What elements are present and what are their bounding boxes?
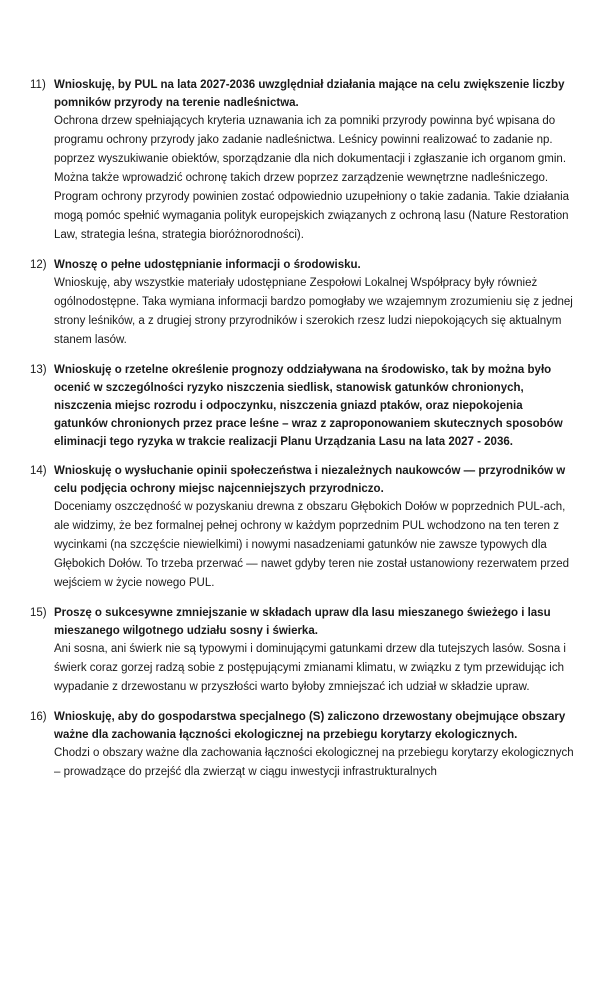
item-heading: Wnioskuję o rzetelne określenie prognozy oddziaływana na środowisko, tak by można było ocenić w szczególności ryzyko niszczenia siedlisk, stanowisk gatunków chronionych, niszczenia miejsc rozrodu i odpoczynku, niszczenia gniazd ptaków, oraz niepokojenia gatunków chronionych przez prace leśne – wraz z zaproponowaniem skutecznych sposobów eliminacji tego ryzyka w trakcie realizacji Planu Urządzania Lasu na lata 2027 - 2036. bbox=[54, 364, 563, 448]
item-number: 11) bbox=[30, 79, 46, 91]
item-body: Ochrona drzew spełniających kryteria uznawania ich za pomniki przyrody powinna być wpisana do programu ochrony przyrody jako zadanie nadleśnictwa. Leśnicy powinni realizować to zadanie np. poprzez wyszukiwanie obiektów, sporządzanie dla nich dokumentacji i zgłaszanie ich organom gmin. Można także wprowadzić ochronę takich drzew poprzez zarządzenie wewnętrzne nadleśniczego. Program ochrony przyrody powinien zostać odpowiednio uzupełniony o takie zadania. Takie działania mogą pomóc spełnić wymagania polityk europejskich związanych z ochroną lasu (Nature Restoration Law, strategia leśna, strategia bioróżnorodności). bbox=[54, 115, 570, 241]
item-number: 16) bbox=[30, 711, 47, 723]
item-heading: Wnoszę o pełne udostępnianie informacji o środowisku. bbox=[54, 259, 361, 271]
item-heading: Wnioskuję, by PUL na lata 2027-2036 uwzględniał działania mające na celu zwiększenie liczby pomników przyrody na terenie nadleśnictwa. bbox=[54, 79, 565, 109]
item-body: Ani sosna, ani świerk nie są typowymi i dominującymi gatunkami drzew dla tutejszych lasów. Sosna i świerk coraz gorzej radzą sobie z postępującymi zmianami klimatu, w związku z tym przewidując ich wypadanie z drzewostanu w przyszłości warto byłoby zmniejszać ich udział w składzie upraw. bbox=[54, 643, 566, 693]
item-heading: Wnioskuję o wysłuchanie opinii społeczeństwa i niezależnych naukowców — przyrodników w celu podjęcia ochrony miejsc najcenniejszych przyrodniczo. bbox=[54, 465, 566, 495]
item-content bbox=[54, 462, 576, 593]
list-item-11 bbox=[30, 76, 576, 245]
item-content bbox=[54, 76, 576, 245]
list-item-14 bbox=[30, 462, 576, 593]
list-item-12 bbox=[30, 256, 576, 350]
item-content bbox=[54, 256, 576, 350]
item-body: Wnioskuję, aby wszystkie materiały udostępniane Zespołowi Lokalnej Współpracy były również ogólnodostępne. Taka wymiana informacji bardzo pomogłaby we wzajemnym zrozumieniu się z jednej strony leśników, a z drugiej strony przyrodników i szerokich rzesz ludzi niepokojących się aktualnym stanem lasów. bbox=[54, 277, 573, 346]
item-number: 12) bbox=[30, 259, 47, 271]
item-heading: Wnioskuję, aby do gospodarstwa specjalnego (S) zaliczono drzewostany obejmujące obszary ważne dla zachowania łączności ekologicznej na przebiegu korytarzy ekologicznych. bbox=[54, 711, 566, 741]
item-number: 15) bbox=[30, 607, 47, 619]
item-number: 14) bbox=[30, 465, 47, 477]
item-heading: Proszę o sukcesywne zmniejszanie w składach upraw dla lasu mieszanego świeżego i lasu mieszanego wilgotnego udziału sosny i świerka. bbox=[54, 607, 551, 637]
item-content bbox=[54, 708, 576, 782]
item-body: Chodzi o obszary ważne dla zachowania łączności ekologicznej na przebiegu korytarzy ekologicznych – prowadzące do przejść dla zwierząt w ciągu inwestycji infrastrukturalnych bbox=[54, 747, 574, 778]
item-content bbox=[54, 361, 576, 451]
list-item-16 bbox=[30, 708, 576, 782]
list-item-13 bbox=[30, 361, 576, 451]
item-number: 13) bbox=[30, 364, 47, 376]
list-item-15 bbox=[30, 604, 576, 697]
item-content bbox=[54, 604, 576, 697]
item-body: Doceniamy oszczędność w pozyskaniu drewna z obszaru Głębokich Dołów w poprzednich PUL-ach, ale widzimy, że bez formalnej pełnej ochrony w każdym poprzednim PUL wchodzono na ten teren z wycinkami (na szczęście niewielkimi) i nowymi nasadzeniami gatunków nie zawsze typowych dla Głębokich Dołów. To trzeba przerwać — nawet gdyby teren nie został ustanowiony rezerwatem przed wejściem w życie nowego PUL. bbox=[54, 501, 569, 589]
